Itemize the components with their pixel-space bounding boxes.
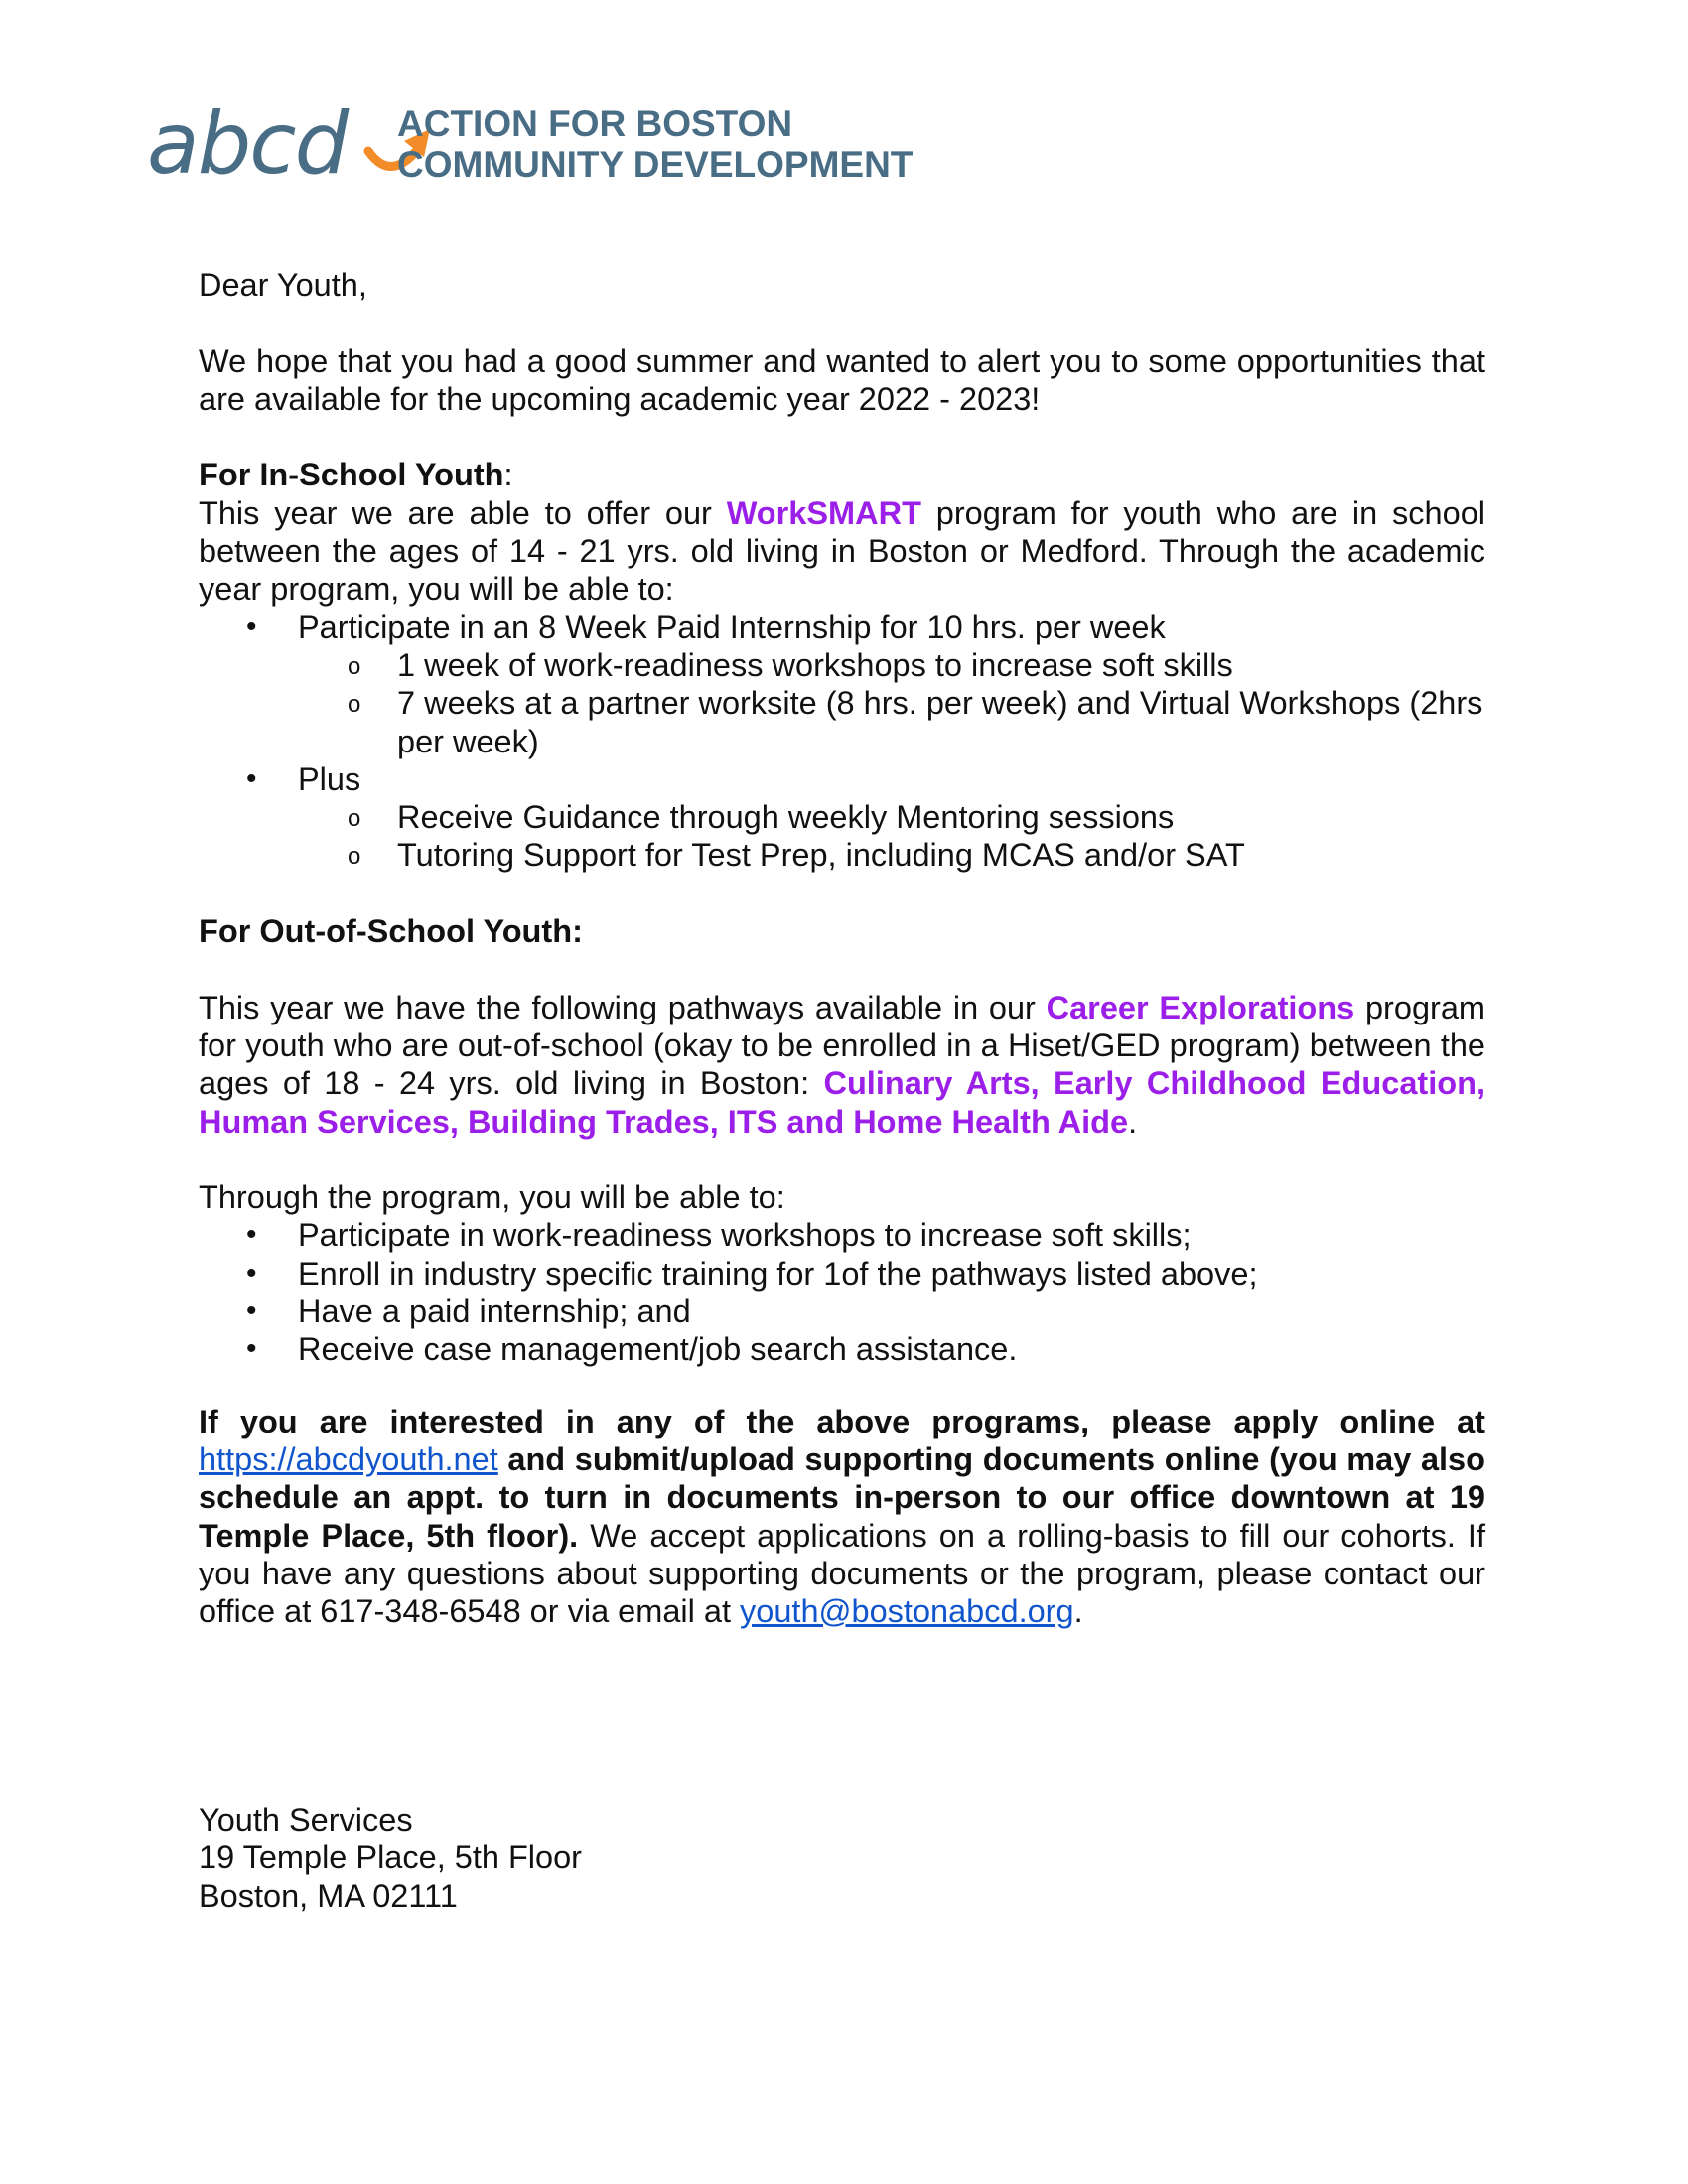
career-explorations-program-name: Career Explorations: [1046, 989, 1355, 1025]
list-item: • Plus o Receive Guidance through weekly Mentoring sessions o Tutoring Support for Test Prep, including MCAS and/or SAT: [199, 760, 1485, 875]
out-school-paragraph: This year we have the following pathways available in our Career Explorations program for youth who are out-of-school (okay to be enrolled in a Hiset/GED program) between the ages of 18 - 24 yrs. old living in Boston: Culinary Arts, Early Childhood Education, Human Services, Building Trades, ITS and Home Health Aide.: [199, 989, 1485, 1140]
list-item: o Tutoring Support for Test Prep, including MCAS and/or SAT: [298, 836, 1485, 874]
list-item: • Participate in an 8 Week Paid Internship for 10 hrs. per week o 1 week of work-readiness workshops to increase soft skills o 7 weeks at a partner worksite (8 hrs. per week) and Virtual Workshops (2hrs per week): [199, 609, 1485, 760]
in-school-benefits-list: [199, 609, 1485, 875]
list-item: o 7 weeks at a partner worksite (8 hrs. per week) and Virtual Workshops (2hrs per week): [298, 684, 1485, 760]
out-school-heading: For Out-of-School Youth:: [199, 913, 583, 950]
list-item: • Participate in work-readiness workshops to increase soft skills;: [199, 1216, 1485, 1254]
in-school-heading: For In-School Youth:: [199, 457, 513, 493]
signature-city: Boston, MA 02111: [199, 1877, 458, 1914]
list-item: • Have a paid internship; and: [199, 1293, 1485, 1330]
apply-link[interactable]: https://abcdyouth.net: [199, 1440, 498, 1477]
signature-department: Youth Services: [199, 1802, 413, 1838]
sub-list: [298, 798, 1485, 875]
letterhead: [147, 94, 914, 194]
intro-paragraph: We hope that you had a good summer and wanted to alert you to some opportunities that are available for the upcoming academic year 2022 - 2023!: [199, 342, 1485, 417]
apply-paragraph: If you are interested in any of the above programs, please apply online at https://abcdyouth.net and submit/upload supporting documents online (you may also schedule an appt. to turn in documents in-person to our office downtown at 19 Temple Place, 5th floor). We accept applications on a rolling-basis to fill our cohorts. If you have any questions about supporting documents or the program, please contact our office at 617-348-6548 or via email at youth@bostonabcd.org.: [199, 1403, 1485, 1630]
signature-address: 19 Temple Place, 5th Floor: [199, 1840, 583, 1876]
list-item: • Enroll in industry specific training for 1of the pathways listed above;: [199, 1255, 1485, 1293]
worksmart-program-name: WorkSMART: [726, 494, 921, 531]
pathways-list: Culinary Arts, Early Childhood Education, Human Services, Building Trades, ITS and Home Health Aide: [199, 1065, 1485, 1140]
organization-name: ACTION FOR BOSTON COMMUNITY DEVELOPMENT: [397, 103, 914, 185]
through-program-text: Through the program, you will be able to:: [199, 1179, 785, 1216]
abcd-logo: abcd: [147, 94, 348, 194]
out-school-benefits-list: [199, 1216, 1485, 1368]
letter-body: [199, 266, 1485, 1630]
salutation: Dear Youth,: [199, 267, 367, 303]
signature-block: [199, 1801, 582, 1915]
email-link[interactable]: youth@bostonabcd.org: [740, 1593, 1074, 1630]
sub-list: [298, 646, 1485, 760]
list-item: • Receive case management/job search assistance.: [199, 1330, 1485, 1368]
in-school-paragraph: This year we are able to offer our WorkSMART program for youth who are in school between the ages of 14 - 21 yrs. old living in Boston or Medford. Through the academic year program, you will be able to:: [199, 494, 1485, 608]
list-item: o Receive Guidance through weekly Mentoring sessions: [298, 798, 1485, 836]
list-item: o 1 week of work-readiness workshops to increase soft skills: [298, 646, 1485, 684]
